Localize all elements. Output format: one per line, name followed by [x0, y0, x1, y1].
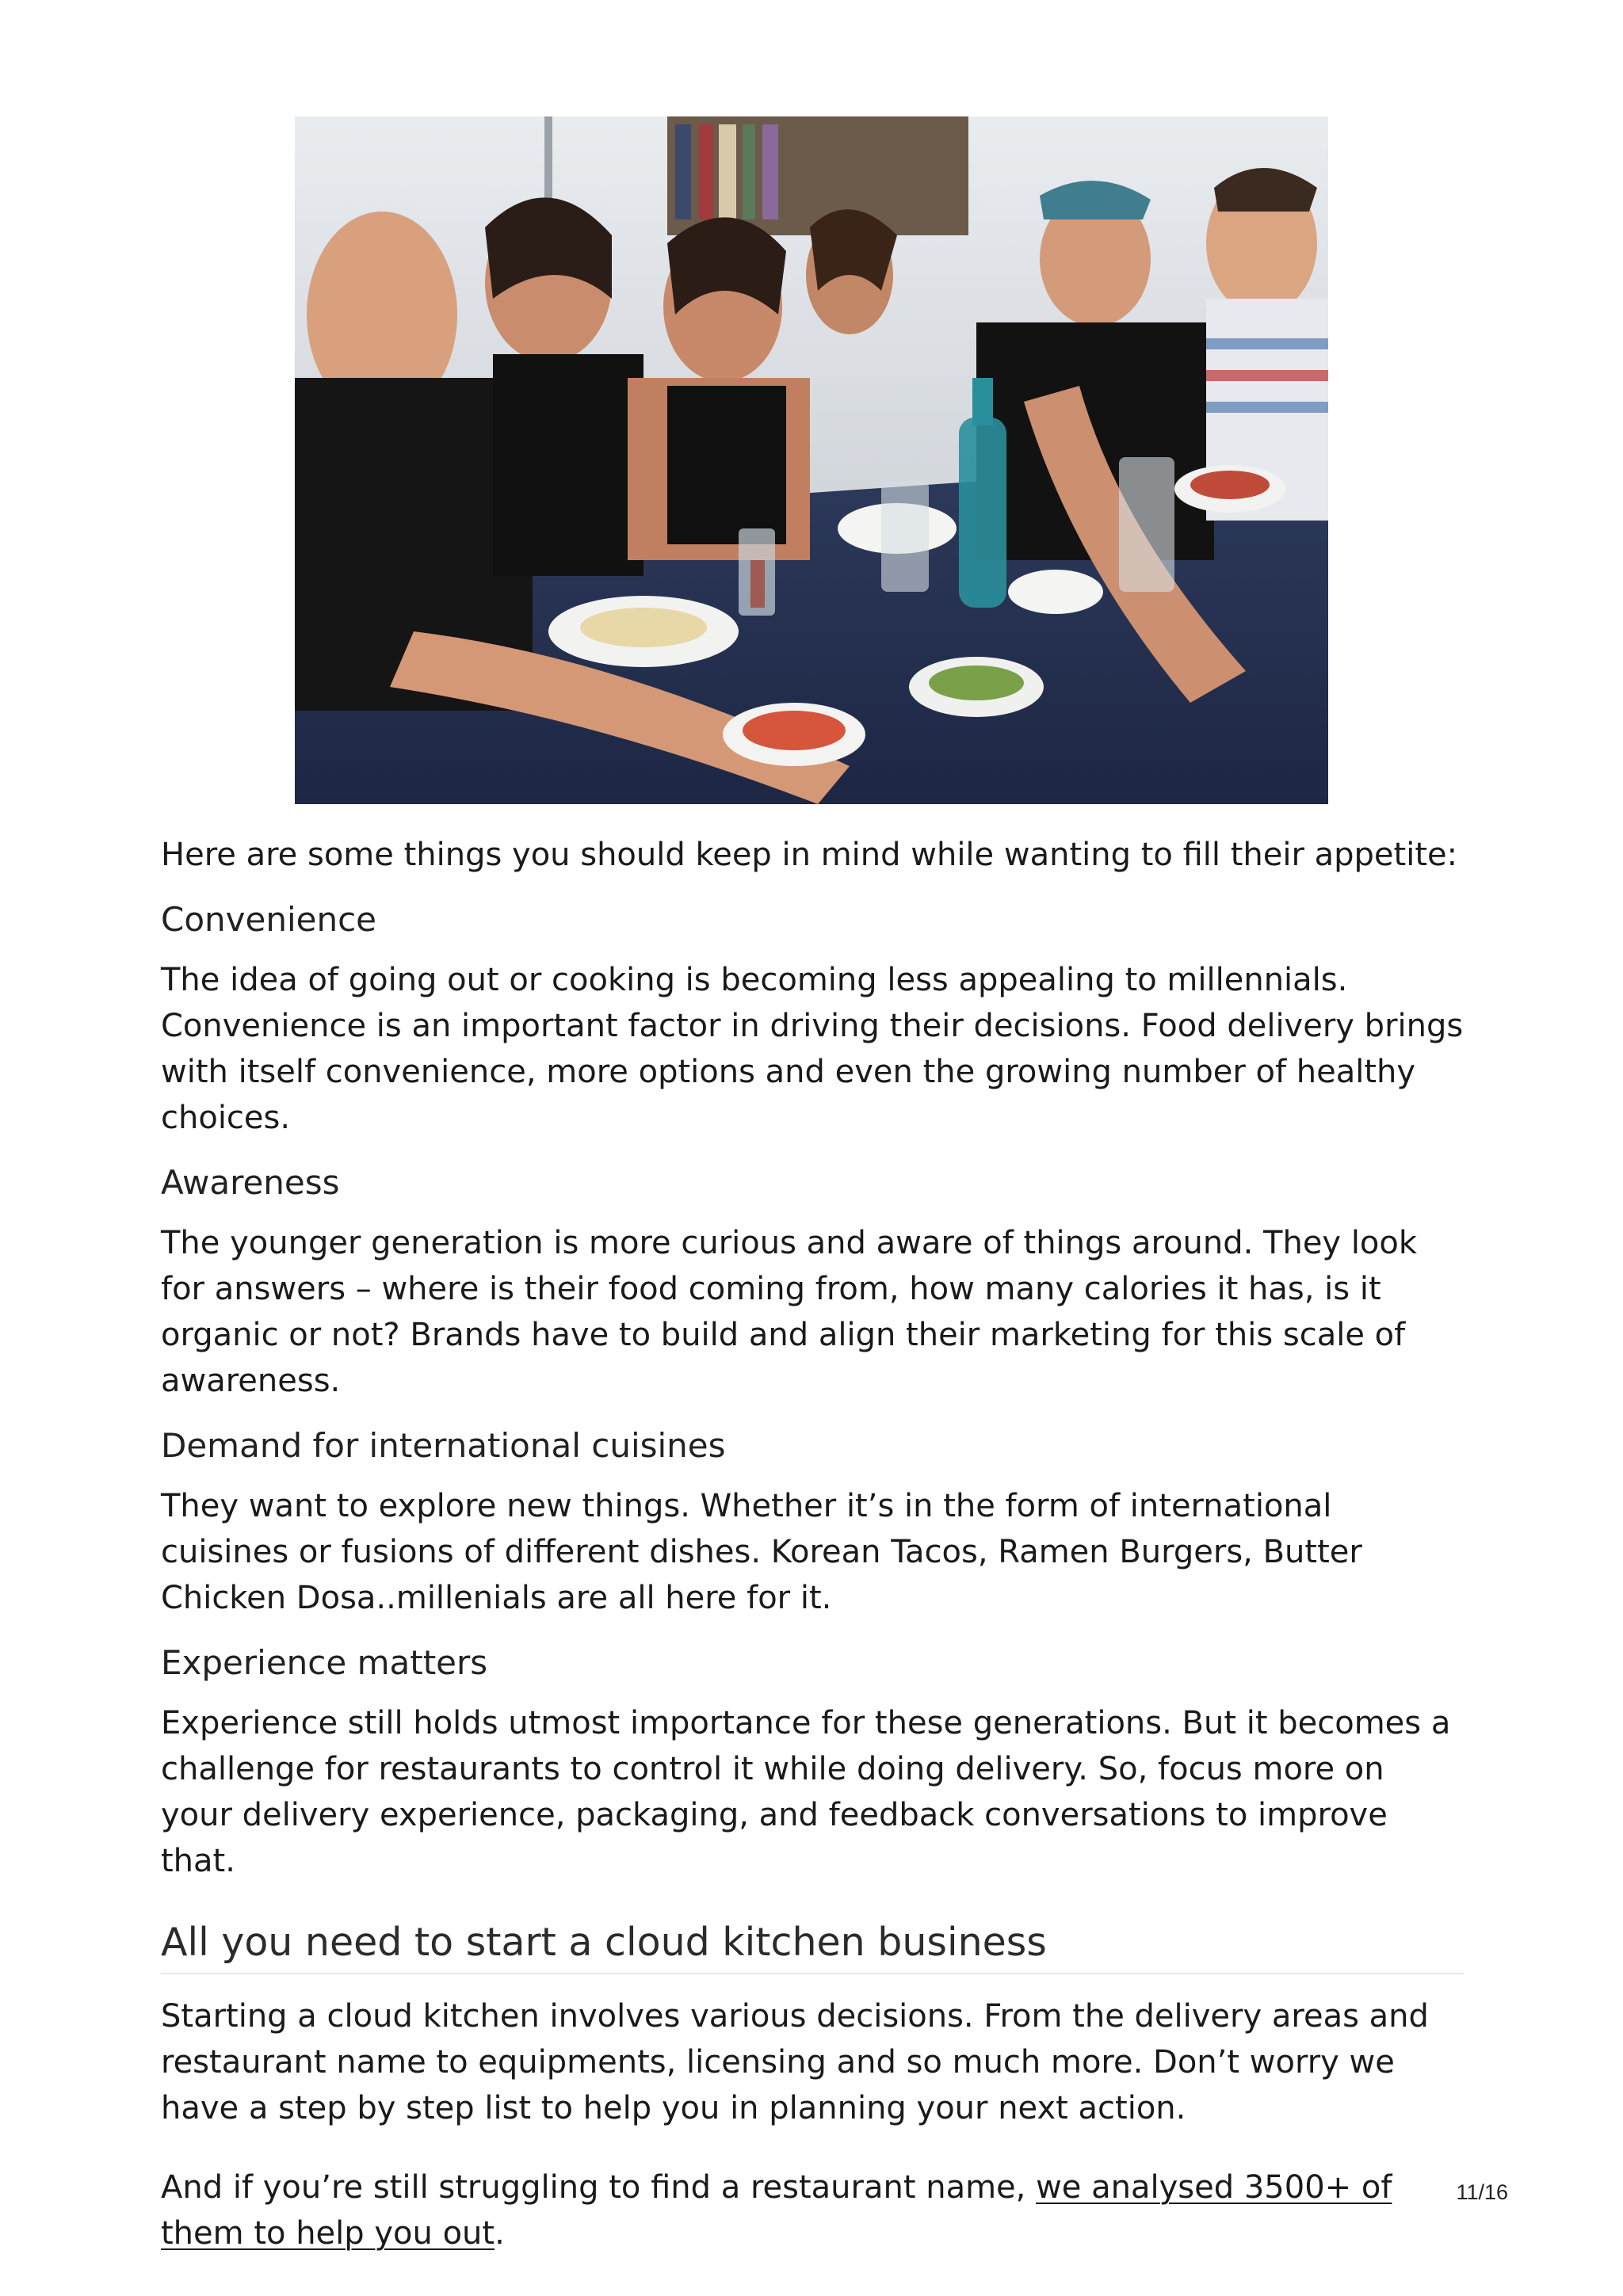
heading-experience-matters: Experience matters [161, 1643, 488, 1682]
restaurant-name-text: And if you’re still struggling to find a restaurant name, [161, 2169, 1037, 2206]
paragraph-international-cuisines: They want to explore new things. Whether it’s in the form of international cuisines or fusions of different dishes. Korean Tacos, Ramen Burgers, Butter Chicken Dosa..millenials are all here for it. [161, 1488, 1362, 1616]
paragraph-awareness: The younger generation is more curious and aware of things around. They look for answers – where is their food coming from, how many calories it has, is it organic or not? Brands have to build and align their marketing for this scale of awareness. [161, 1225, 1418, 1399]
paragraph-experience-matters: Experience still holds utmost importance for these generations. But it becomes a challenge for restaurants to control it while doing delivery. So, focus more on your delivery experience, packaging, and feedback conversations to improve that. [161, 1705, 1451, 1879]
heading-convenience: Convenience [161, 900, 377, 939]
paragraph-convenience: The idea of going out or cooking is becoming less appealing to millennials. Convenience is an important factor in driving their decisions. Food delivery brings with itself convenience, more options and even the growing number of healthy choices. [161, 962, 1464, 1136]
paragraph-cloud-kitchen: Starting a cloud kitchen involves various decisions. From the delivery areas and restaurant name to equipments, licensing and so much more. Don’t worry we have a step by step list to help you in planning your next action. [161, 1998, 1429, 2126]
section-title-cloud-kitchen: All you need to start a cloud kitchen business [161, 1916, 1464, 1974]
article-body [161, 832, 1464, 2256]
group-dinner-photo [295, 116, 1328, 804]
paragraph-restaurant-name [161, 2164, 1464, 2256]
restaurant-name-period: . [495, 2215, 505, 2252]
page-number: 11/16 [1456, 2180, 1508, 2204]
photo-illustration [295, 116, 1328, 804]
intro-paragraph: Here are some things you should keep in mind while wanting to fill their appetite: [161, 837, 1458, 873]
heading-international-cuisines: Demand for international cuisines [161, 1426, 726, 1465]
analysed-restaurant-names-link[interactable]: we analysed 3500+ of them to help you out [161, 2169, 1392, 2252]
heading-awareness: Awareness [161, 1163, 340, 1202]
